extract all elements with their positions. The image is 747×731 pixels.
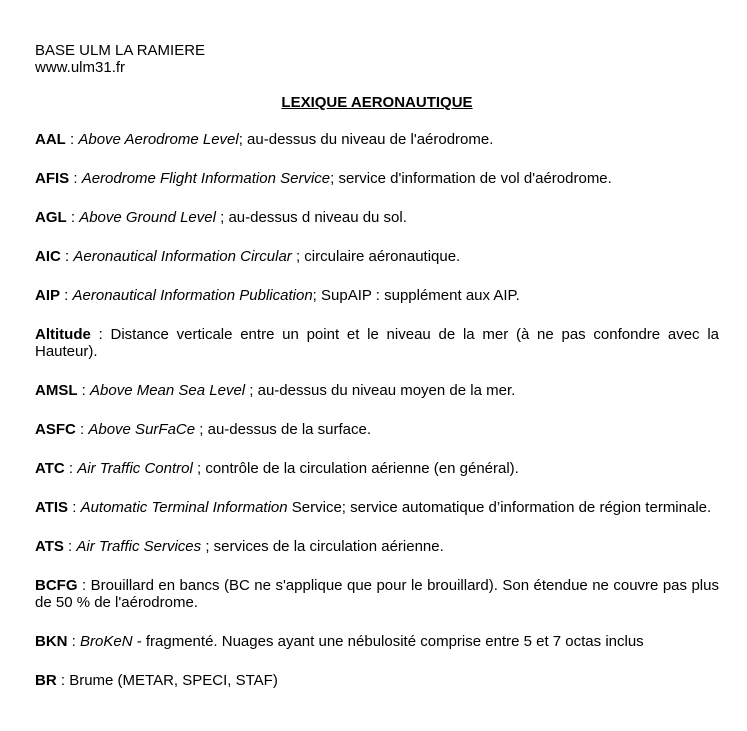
glossary-expansion: BroKeN (80, 633, 133, 650)
website-text: www.ulm31.fr (35, 59, 126, 76)
glossary-term: ASFC (35, 421, 76, 438)
glossary-definition: Brume (METAR, SPECI, STAF) (69, 672, 278, 689)
glossary-definition: ; SupAIP : supplément aux AIP. (312, 287, 520, 304)
glossary-expansion: Above Aerodrome Level (78, 131, 239, 148)
glossary-separator: : (69, 170, 82, 187)
glossary-definition: ; au-dessus d niveau du sol. (215, 209, 407, 226)
glossary-separator: : (56, 672, 70, 689)
glossary-definition: ; contrôle de la circulation aérienne (en général). (192, 460, 519, 477)
glossary-term: AAL (35, 131, 66, 148)
glossary-entry (35, 421, 719, 438)
glossary-entry (35, 287, 719, 304)
glossary-definition: ; service d'information de vol d'aérodrome. (330, 170, 612, 187)
glossary-expansion: Above SurFaCe (88, 421, 196, 438)
glossary-definition: ; au-dessus de la surface. (195, 421, 372, 438)
glossary-entry (35, 209, 719, 226)
document-page (35, 42, 719, 711)
glossary-definition: ; services de la circulation aérienne. (201, 538, 444, 555)
glossary-term: BCFG (35, 577, 78, 594)
glossary-term: AGL (35, 209, 67, 226)
glossary-entry (35, 672, 719, 689)
glossary-separator: : (77, 382, 91, 399)
glossary-term: AMSL (35, 382, 78, 399)
document-header (35, 42, 719, 76)
glossary-entry (35, 499, 719, 516)
glossary-entry (35, 131, 719, 148)
document-title: LEXIQUE AERONAUTIQUE (281, 94, 473, 111)
glossary-term: ATS (35, 538, 64, 555)
glossary-entry (35, 577, 719, 611)
glossary-definition: ; au-dessus du niveau de l'aérodrome. (238, 131, 494, 148)
glossary-entry (35, 633, 719, 650)
glossary-entry (35, 170, 719, 187)
glossary-entry (35, 460, 719, 477)
glossary-term: BKN (35, 633, 68, 650)
glossary-definition: Service; service automatique d’information de région terminale. (287, 499, 712, 516)
glossary-entry (35, 382, 719, 399)
glossary-expansion: Automatic Terminal Information (80, 499, 288, 516)
glossary-separator: : (60, 248, 74, 265)
glossary-term: Altitude (35, 326, 91, 343)
glossary-separator: : (68, 499, 81, 516)
glossary-expansion: Air Traffic Control (77, 460, 193, 477)
glossary-term: ATIS (35, 499, 69, 516)
glossary-separator: : (90, 326, 111, 343)
glossary-term: ATC (35, 460, 65, 477)
glossary-entry (35, 326, 719, 360)
glossary-expansion: Aerodrome Flight Information Service (81, 170, 331, 187)
glossary-expansion: Aeronautical Information Publication (72, 287, 313, 304)
glossary-separator: : (66, 209, 80, 226)
glossary-term: BR (35, 672, 57, 689)
glossary-entry (35, 248, 719, 265)
glossary-expansion: Above Ground Level (79, 209, 216, 226)
glossary-separator: : (67, 633, 81, 650)
glossary-definition: Brouillard en bancs (BC ne s'applique que pour le brouillard). Son étendue ne couvre pas plus de 50 % de l'aérodrome. (35, 577, 719, 611)
glossary-entry (35, 538, 719, 555)
glossary-definition: ; circulaire aéronautique. (291, 248, 461, 265)
glossary-definition: - fragmenté. Nuages ayant une nébulosité comprise entre 5 et 7 octas inclus (132, 633, 644, 650)
glossary-definition: Distance verticale entre un point et le niveau de la mer (à ne pas confondre avec la Hauteur). (35, 326, 719, 360)
glossary-expansion: Aeronautical Information Circular (73, 248, 292, 265)
glossary-expansion: Above Mean Sea Level (90, 382, 246, 399)
glossary-separator: : (63, 538, 77, 555)
glossary-separator: : (77, 577, 91, 594)
glossary-expansion: Air Traffic Services (76, 538, 202, 555)
glossary-separator: : (75, 421, 89, 438)
glossary-definition: ; au-dessus du niveau moyen de la mer. (245, 382, 516, 399)
glossary-separator: : (64, 460, 78, 477)
glossary-list (35, 131, 719, 689)
title-block (35, 94, 719, 111)
glossary-term: AFIS (35, 170, 70, 187)
organization-name: BASE ULM LA RAMIERE (35, 42, 206, 59)
glossary-term: AIP (35, 287, 61, 304)
glossary-term: AIC (35, 248, 61, 265)
glossary-separator: : (65, 131, 79, 148)
glossary-separator: : (60, 287, 73, 304)
